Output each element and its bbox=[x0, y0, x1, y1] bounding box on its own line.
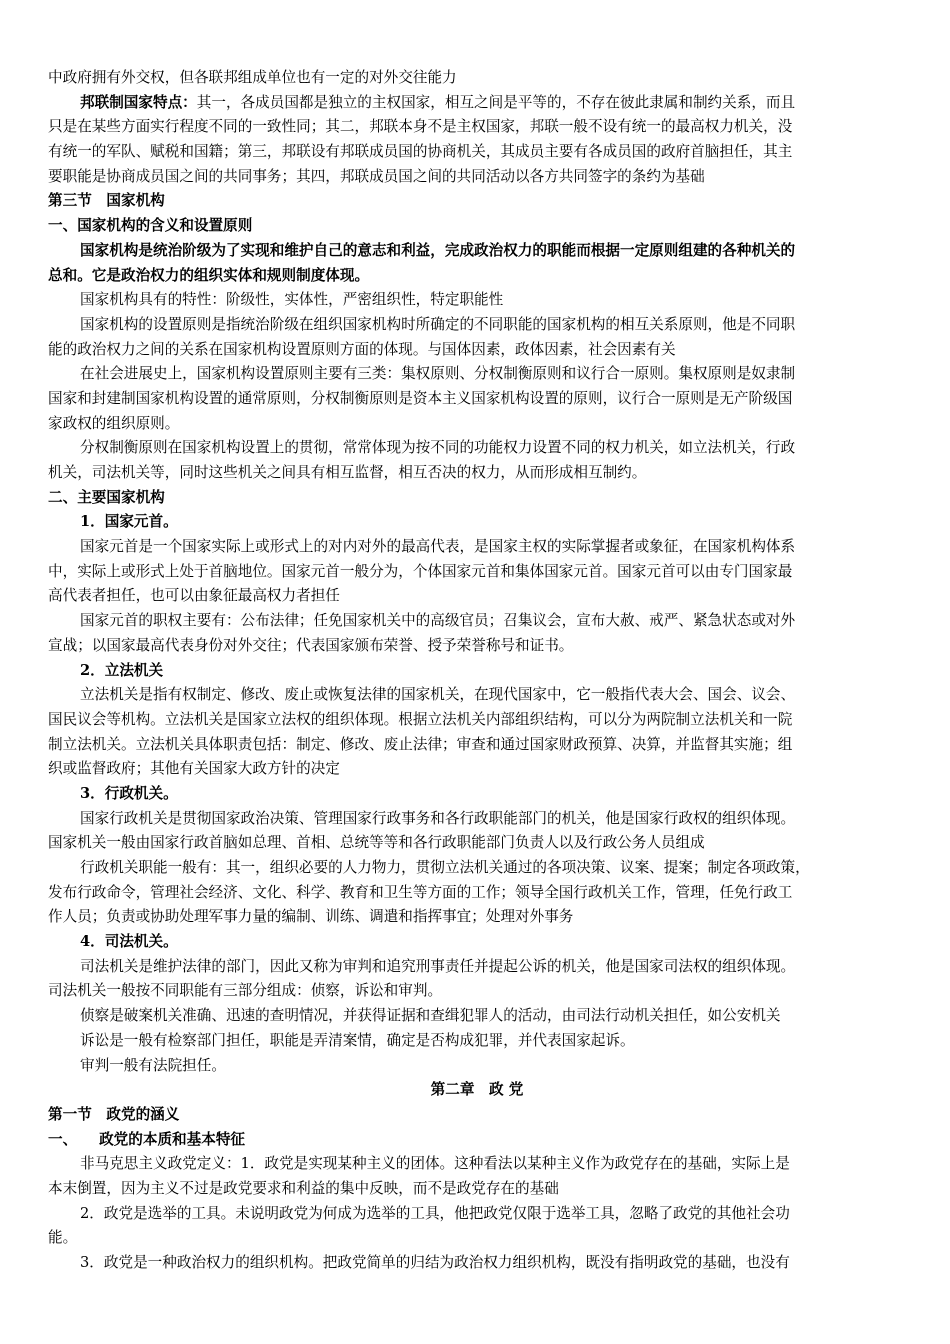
text-line: 3．政党是一种政治权力的组织机构。把政党简单的归结为政治权力组织机构，既没有指明政党的基础，也没有 bbox=[80, 1254, 790, 1271]
text-line: 只是在某些方面实行程度不同的一致性同；其二，邦联本身不是主权国家，邦联一般不设有统一的最高权力机关，没 bbox=[48, 118, 793, 136]
text-line: 要职能是协商成员国之间的共同事务；其四，邦联成员国之间的共同活动以各方共同签字的条约为基础 bbox=[48, 167, 705, 185]
text-line bbox=[48, 91, 906, 116]
text-line: 家政权的组织原则。 bbox=[48, 414, 180, 432]
text-line: 在社会进展史上，国家机构设置原则主要有三类：集权原则、分权制衡原则和议行合一原则。集权原则是奴隶制 bbox=[80, 365, 796, 383]
text-line: 中政府拥有外交权，但各联邦组成单位也有一定的对外交往能力 bbox=[48, 69, 457, 86]
text-line: 高代表者担任，也可以由象征最高权力者担任 bbox=[48, 587, 340, 605]
text-line: 国家机构的设置原则是指统治阶级在组织国家机构时所确定的不同职能的国家机构的相互关系原则，他是不同职 bbox=[80, 315, 796, 333]
text-line: 1．国家元首。 bbox=[80, 513, 178, 531]
text-line: 能的政治权力之间的关系在国家机构设置原则方面的体现。与国体因素，政体因素，社会因素有关 bbox=[48, 340, 676, 358]
text-line: 国家机构是统治阶级为了实现和维护自己的意志和利益，完成政治权力的职能而根据一定原则组建的各种机关的 bbox=[80, 241, 796, 259]
text-line: 第二章 政 党 bbox=[430, 1081, 524, 1099]
text-line: 立法机关是指有权制定、修改、废止或恢复法律的国家机关，在现代国家中，它一般指代表大会、国会、议会、 bbox=[80, 686, 796, 704]
text-line: 3．行政机关。 bbox=[80, 784, 178, 802]
lead-heading: 邦联制国家特点： bbox=[80, 93, 197, 111]
text-line: 中，实际上或形式上处于首脑地位。国家元首一般分为，个体国家元首和集体国家元首。国家元首可以由专门国家最 bbox=[48, 562, 793, 580]
text-line: 国家元首的职权主要有：公布法律；任免国家机关中的高级官员；召集议会，宣布大赦、戒严、紧急状态或对外 bbox=[80, 612, 796, 630]
text-line: 第三节 国家机构 bbox=[48, 192, 165, 210]
text-line: 国家和封建制国家机构设置的通常原则，分权制衡原则是资本主义国家机构设置的原则，议行合一原则是无产阶级国 bbox=[48, 389, 793, 407]
text-line: 2．政党是选举的工具。未说明政党为何成为选举的工具，他把政党仅限于选举工具，忽略了政党的其他社会功 bbox=[80, 1204, 790, 1222]
document-body bbox=[48, 66, 906, 1276]
text-line: 总和。它是政治权力的组织实体和规则制度体现。 bbox=[48, 266, 370, 284]
text-line: 非马克思主义政党定义：1．政党是实现某种主义的团体。这种看法以某种主义作为政党存在的基础，实际上是 bbox=[80, 1155, 790, 1173]
text-line: 分权制衡原则在国家机构设置上的贯彻，常常体现为按不同的功能权力设置不同的权力机关，如立法机关，行政 bbox=[80, 439, 796, 457]
text-line: 国家元首是一个国家实际上或形式上的对内对外的最高代表，是国家主权的实际掌握者或象征，在国家机构体系 bbox=[80, 538, 796, 556]
text-line: 行政机关职能一般有：其一，组织必要的人力物力，贯彻立法机关通过的各项决策、议案、提案；制定各项政策， bbox=[80, 859, 810, 876]
text-line: 机关，司法机关等，同时这些机关之间具有相互监督，相互否决的权力，从而形成相互制约。 bbox=[48, 464, 647, 481]
text-line: 织或监督政府；其他有关国家大政方针的决定 bbox=[48, 760, 340, 778]
text-line: 第一节 政党的涵义 bbox=[48, 1105, 180, 1123]
lead-text: 其一，各成员国都是独立的主权国家，相互之间是平等的，不存在彼此隶属和制约关系，而且 bbox=[196, 93, 796, 111]
text-line: 国家机关一般由国家行政首脑如总理、首相、总统等等和各行政职能部门负责人以及行政公务人员组成 bbox=[48, 834, 705, 852]
text-line: 司法机关一般按不同职能有三部分组成：侦察，诉讼和审判。 bbox=[48, 982, 443, 1000]
text-line: 能。 bbox=[48, 1229, 78, 1247]
text-line: 审判一般有法院担任。 bbox=[80, 1056, 226, 1074]
text-line: 4．司法机关。 bbox=[80, 933, 178, 951]
text-line: 本末倒置，因为主义不过是政党要求和利益的集中反映，而不是政党存在的基础 bbox=[48, 1179, 559, 1197]
text-line: 制立法机关。立法机关具体职责包括：制定、修改、废止法律；审查和通过国家财政预算、决算，并监督其实施；组 bbox=[48, 735, 793, 753]
text-line: 国家机构具有的特性：阶级性，实体性，严密组织性，特定职能性 bbox=[80, 291, 504, 309]
text-line: 侦察是破案机关准确、迅速的查明情况，并获得证据和查缉犯罪人的活动，由司法行动机关担任，如公安机关 bbox=[80, 1007, 781, 1025]
text-line: 2．立法机关 bbox=[80, 661, 164, 679]
text-line: 国民议会等机构。立法机关是国家立法权的组织体现。根据立法机关内部组织结构，可以分为两院制立法机关和一院 bbox=[48, 710, 793, 728]
text-line: 发布行政命令，管理社会经济、文化、科学、教育和卫生等方面的工作；领导全国行政机关工作，管理，任免行政工 bbox=[48, 883, 793, 901]
text-line: 诉讼是一般有检察部门担任，职能是弄清案情，确定是否构成犯罪，并代表国家起诉。 bbox=[80, 1031, 635, 1049]
text-line: 宣战；以国家最高代表身份对外交往；代表国家颁布荣誉、授予荣誉称号和证书。 bbox=[48, 636, 574, 654]
text-line: 国家行政机关是贯彻国家政治决策、管理国家行政事务和各行政职能部门的机关，他是国家行政权的组织体现。 bbox=[80, 809, 796, 827]
text-line: 一、国家机构的含义和设置原则 bbox=[48, 217, 253, 235]
text-line: 有统一的军队、赋税和国籍；第三，邦联设有邦联成员国的协商机关，其成员主要有各成员国的政府首脑担任，其主 bbox=[48, 143, 793, 161]
text-line: 作人员；负责或协助处理军事力量的编制、训练、调遣和指挥事宜；处理对外事务 bbox=[48, 908, 574, 926]
text-line: 司法机关是维护法律的部门，因此又称为审判和追究刑事责任并提起公诉的机关，他是国家司法权的组织体现。 bbox=[80, 957, 796, 975]
text-line: 二、主要国家机构 bbox=[48, 488, 165, 506]
text-line: 一、 政党的本质和基本特征 bbox=[48, 1130, 246, 1148]
